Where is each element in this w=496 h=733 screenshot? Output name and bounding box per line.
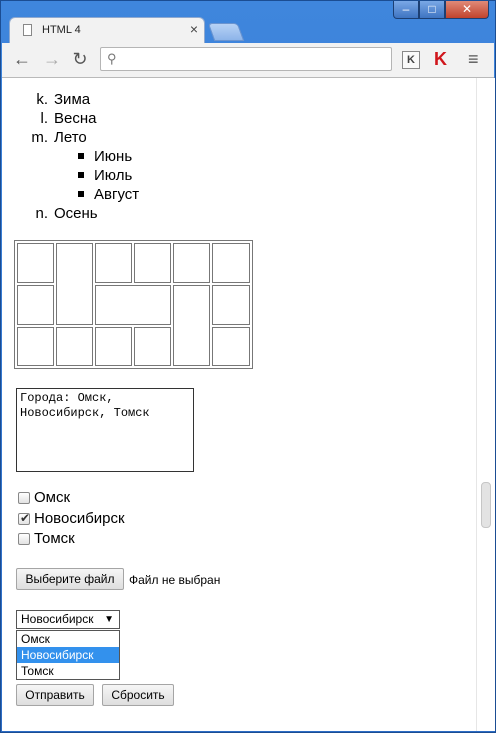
table-cell <box>134 327 171 366</box>
tab-title: HTML 4 <box>42 24 81 36</box>
select-option[interactable]: Омск <box>21 632 50 646</box>
close-tab-icon[interactable]: × <box>189 21 198 37</box>
table-cell <box>134 243 171 283</box>
table-cell <box>173 243 210 283</box>
table-grid <box>14 240 253 369</box>
maximize-button[interactable]: □ <box>419 1 445 19</box>
select-option[interactable]: Томск <box>21 664 54 678</box>
table-cell <box>17 285 54 325</box>
list-marker: l. <box>40 110 48 127</box>
checkbox-label: Томск <box>34 530 75 547</box>
menu-icon[interactable]: ≡ <box>468 49 479 69</box>
list-item <box>36 90 91 109</box>
table-cell <box>95 285 171 325</box>
minimize-button[interactable]: – <box>393 1 419 19</box>
list-item <box>40 109 97 128</box>
browser-toolbar <box>2 43 494 78</box>
list-marker: n. <box>35 205 48 222</box>
table-cell <box>212 285 250 325</box>
page-icon <box>23 24 32 36</box>
file-status: Файл не выбран <box>129 573 221 587</box>
submit-button[interactable]: Отправить <box>16 684 94 706</box>
dropdown-arrow-icon: ▼ <box>104 614 114 625</box>
sublist-item: Июль <box>94 167 133 184</box>
bullet-square-icon <box>78 191 84 197</box>
list-item-label: Лето <box>54 129 87 146</box>
tab-html4[interactable] <box>9 17 205 43</box>
close-window-button[interactable]: ✕ <box>445 1 489 19</box>
checkbox-tomsk[interactable] <box>18 533 30 545</box>
checkbox-omsk[interactable] <box>18 492 30 504</box>
reload-icon[interactable]: ↻ <box>72 49 88 69</box>
checkbox-label: Новосибирск <box>34 510 125 527</box>
list-item-label: Осень <box>54 205 98 222</box>
table-cell <box>173 285 210 366</box>
table-cell <box>95 243 132 283</box>
list-item-label: Зима <box>54 91 91 108</box>
cities-textarea[interactable] <box>16 388 194 472</box>
page-content <box>2 78 476 731</box>
checkbox-novosibirsk[interactable] <box>18 513 30 525</box>
kaspersky-icon[interactable]: K <box>434 49 447 69</box>
table-cell <box>56 243 93 325</box>
new-tab-button[interactable] <box>208 23 245 41</box>
vertical-scrollbar[interactable] <box>476 78 495 731</box>
select-dropdown-list <box>16 630 120 680</box>
tab-strip <box>9 17 495 43</box>
scrollbar-thumb[interactable] <box>481 482 491 528</box>
list-marker: m. <box>31 129 48 146</box>
checkbox-label: Омск <box>34 489 71 506</box>
table-cell <box>56 327 93 366</box>
sublist-item: Август <box>94 186 140 203</box>
select-value: Новосибирск <box>21 612 94 626</box>
table-cell <box>95 327 132 366</box>
choose-file-button[interactable]: Выберите файл <box>16 568 124 590</box>
city-select[interactable] <box>16 610 120 629</box>
list-item <box>35 204 98 223</box>
checkmark-icon: ✔ <box>20 511 31 525</box>
search-icon: ⚲ <box>107 51 117 66</box>
list-marker: k. <box>36 91 48 108</box>
table-cell <box>17 243 54 283</box>
forward-arrow-icon[interactable]: → <box>43 49 61 69</box>
list-item <box>31 128 87 147</box>
bullet-square-icon <box>78 172 84 178</box>
select-option-highlighted[interactable]: Новосибирск <box>17 647 119 663</box>
table-cell <box>17 327 54 366</box>
list-item-label: Весна <box>54 110 97 127</box>
bullet-square-icon <box>78 153 84 159</box>
back-arrow-icon[interactable]: ← <box>13 49 31 69</box>
kaspersky-keyboard-icon[interactable]: K <box>402 51 420 69</box>
reset-button[interactable]: Сбросить <box>102 684 174 706</box>
table-cell <box>212 243 250 283</box>
sublist-item: Июнь <box>94 148 133 165</box>
address-bar[interactable] <box>100 47 392 71</box>
table-cell <box>212 327 250 366</box>
